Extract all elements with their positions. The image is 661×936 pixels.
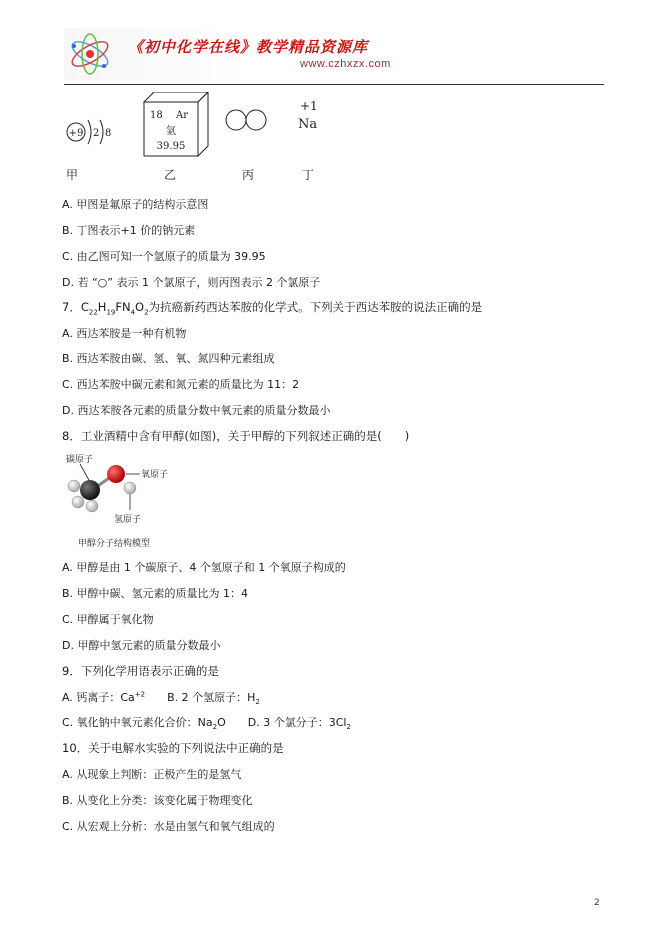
element-symbol: Ar (176, 110, 189, 121)
sodium-charge: +1 (300, 99, 318, 113)
q9-option-a: A. 钙离子：Ca (62, 691, 135, 704)
q9-option-b: B. 2 个氢原子：H (167, 691, 256, 704)
q8-option-a: A. 甲醇是由 1 个碳原子、4 个氢原子和 1 个氧原子构成的 (62, 561, 346, 574)
q7-option-d: D. 西达苯胺各元素的质量分数中氧元素的质量分数最小 (62, 404, 331, 417)
atom-nucleus-charge: +9 (68, 128, 84, 139)
q6-option-d: D. 若 “○” 表示 1 个氯原子，则丙图表示 2 个氯原子 (62, 276, 321, 289)
q8-option-d: D. 甲醇中氢元素的质量分数最小 (62, 639, 221, 652)
sodium-symbol: Na (298, 117, 318, 132)
q7-option-b: B. 西达苯胺由碳、氢、氧、氮四种元素组成 (62, 352, 275, 365)
figure-label-yi: 乙 (164, 168, 177, 182)
methanol-caption: 甲醇分子结构模型 (78, 539, 151, 549)
oxygen-atom-label: 氧原子 (141, 470, 169, 480)
q8-stem: 8．工业酒精中含有甲醇(如图)，关于甲醇的下列叙述正确的是( ) (62, 429, 410, 443)
q8-option-b: B. 甲醇中碳、氢元素的质量比为 1：4 (62, 587, 249, 600)
element-mass: 39.95 (156, 141, 186, 152)
q9-option-d: D. 3 个氯分子：3Cl (247, 716, 347, 729)
q6-option-a: A. 甲图是氟原子的结构示意图 (62, 198, 209, 211)
element-cell-diagram (144, 92, 208, 156)
atom-shell-1: 2 (93, 128, 100, 139)
element-number: 18 (150, 110, 163, 121)
element-name: 氩 (166, 126, 176, 137)
q9-stem: 9．下列化学用语表示正确的是 (62, 664, 219, 678)
header-title: 《初中化学在线》教学精品资源库 (128, 38, 369, 56)
q10-option-b: B. 从变化上分类：该变化属于物理变化 (62, 794, 253, 807)
figure-label-ding: 丁 (302, 168, 315, 182)
q9-option-c: C. 氧化钠中氧元素化合价：Na (62, 716, 213, 729)
header-divider (64, 84, 604, 85)
page-number: 2 (594, 898, 600, 908)
q8-option-c: C. 甲醇属于氧化物 (62, 613, 154, 626)
methanol-model-diagram (64, 452, 204, 550)
q10-option-c: C. 从宏观上分析：水是由氢气和氧气组成的 (62, 820, 275, 833)
page-header (0, 0, 661, 86)
figure-label-bing: 丙 (242, 168, 255, 182)
q9-options-cd: C. 氧化钠中氧元素化合价：$Na_2O$ D. 3 个氯分子：$3Cl_2$ (62, 716, 351, 732)
q10-option-a: A. 从现象上判断：正极产生的是氢气 (62, 768, 242, 781)
atom-structure-diagram (67, 120, 111, 144)
q6-option-c: C. 由乙图可知一个氩原子的质量为 39.95 (62, 250, 266, 263)
hydrogen-atom-label: 氢原子 (114, 515, 142, 525)
q6-option-b: B. 丁图表示+1 价的钠元素 (62, 224, 196, 237)
two-atoms-diagram (226, 110, 266, 130)
q7-option-a: A. 西达苯胺是一种有机物 (62, 327, 187, 340)
q10-stem: 10．关于电解水实验的下列说法中正确的是 (62, 741, 284, 755)
atom-shell-2: 8 (105, 128, 112, 139)
q7-option-c: C. 西达苯胺中碳元素和氮元素的质量比为 11：2 (62, 378, 300, 391)
header-url: www.czhxzx.com (300, 58, 391, 70)
q7-stem: 7．$C_{22}H_{19}FN_4O_2$为抗癌新药西达苯胺的化学式。下列关于西达苯胺的说法正确的是 (62, 300, 483, 317)
figure-label-jia: 甲 (66, 168, 79, 182)
sodium-valence-diagram (298, 99, 318, 132)
atom-logo-icon (66, 30, 114, 78)
q9-options-ab: A. 钙离子：$Ca^{+2}$ B. 2 个氢原子：$H_2$ (62, 690, 260, 707)
carbon-atom-label: 碳原子 (66, 455, 94, 465)
